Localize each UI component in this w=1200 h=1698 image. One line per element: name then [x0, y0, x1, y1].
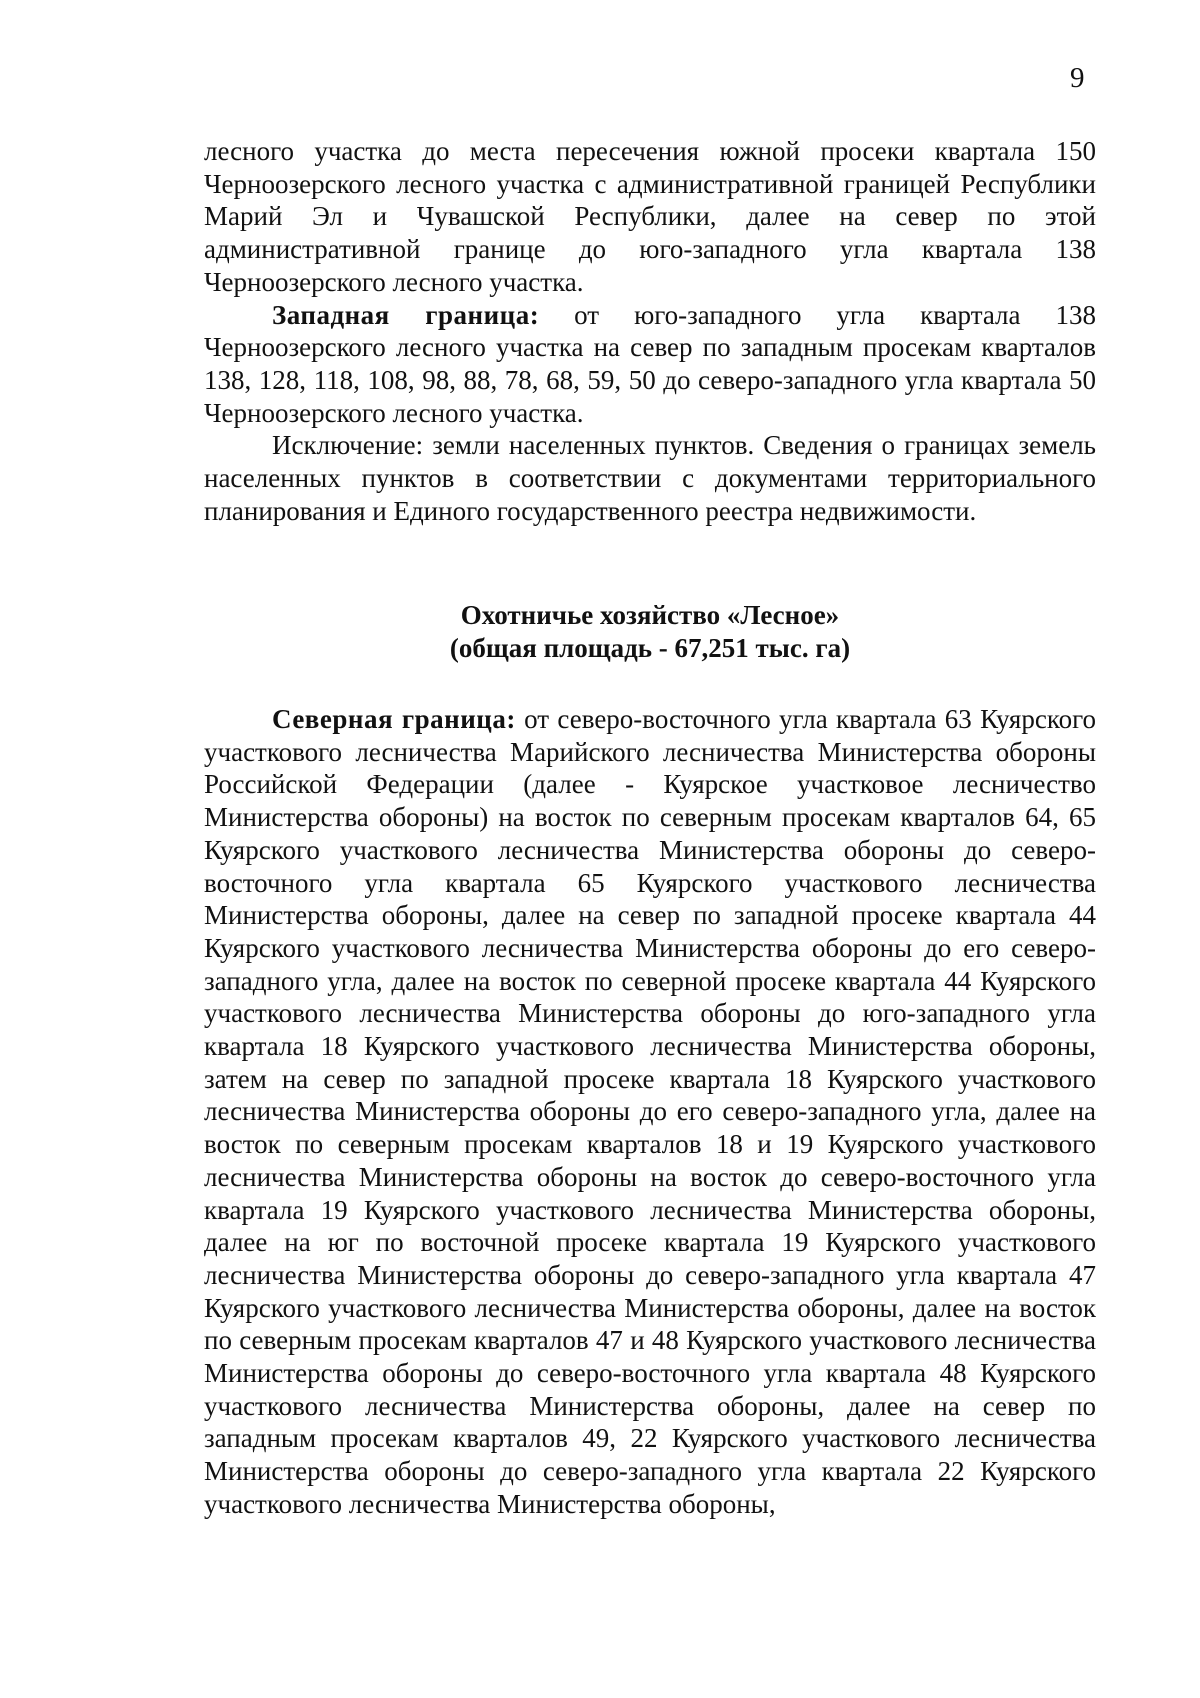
western-boundary-text: от юго-западного угла квартала 138 Черноозерского лесного участка на север по западным просекам кварталов 138, 128, 118, 108, 98, 88, 78, 68, 59, 50 до северо-западного угла квартала 50 Черноозерского лесного участка.: [204, 299, 1096, 428]
northern-boundary-label: Северная граница:: [272, 704, 516, 734]
western-boundary-label: Западная граница:: [272, 299, 540, 330]
body-text-block-2: [204, 703, 1096, 1521]
section-heading: [204, 599, 1096, 665]
paragraph-exception: Исключение: земли населенных пунктов. Сведения о границах земель населенных пунктов в соответствии с документами территориального планирования и Единого государственного реестра недвижимости.: [204, 430, 1096, 526]
section-title: Охотничье хозяйство «Лесное»: [460, 600, 840, 630]
northern-boundary-text: от северо-восточного угла квартала 63 Куярского участкового лесничества Марийского лесничества Министерства обороны Российской Федерации (далее - Куярское участковое лесничество Министерства обороны) на восток по северным просекам кварталов 64, 65 Куярского участкового лесничества Министерства обороны до северо-восточного угла квартала 65 Куярского участкового лесничества Министерства обороны, далее на север по западной просеке квартала 44 Куярского участкового лесничества Министерства обороны до его северо-западного угла, далее на восток по северной просеке квартала 44 Куярского участкового лесничества Министерства обороны до юго-западного угла квартала 18 Куярского участкового лесничества Министерства обороны, затем на север по западной просеке квартала 18 Куярского участкового лесничества Министерства обороны до его северо-западного угла, далее на восток по северным просекам кварталов 18 и 19 Куярского участкового лесничества Министерства обороны на восток до северо-восточного угла квартала 19 Куярского участкового лесничества Министерства обороны, далее на юг по восточной просеке квартала 19 Куярского участкового лесничества Министерства обороны до северо-западного угла квартала 47 Куярского участкового лесничества Министерства обороны, далее на восток по северным просекам кварталов 47 и 48 Куярского участкового лесничества Министерства обороны до северо-восточного угла квартала 48 Куярского участкового лесничества Министерства обороны, далее на север по западным просекам кварталов 49, 22 Куярского участкового лесничества Министерства обороны до северо-западного угла квартала 22 Куярского участкового лесничества Министерства обороны,: [204, 704, 1096, 1519]
paragraph-western-boundary: [204, 299, 1096, 430]
page-number: 9: [1070, 62, 1085, 94]
paragraph-continuation: лесного участка до места пересечения южной просеки квартала 150 Черноозерского лесного участка с административной границей Республики Марий Эл и Чувашской Республики, далее на север по этой административной границе до юго-западного угла квартала 138 Черноозерского лесного участка.: [204, 136, 1096, 297]
paragraph-northern-boundary: [204, 703, 1096, 1521]
section-subtitle: (общая площадь - 67,251 тыс. га): [449, 633, 851, 663]
body-text-block-1: [204, 135, 1096, 527]
